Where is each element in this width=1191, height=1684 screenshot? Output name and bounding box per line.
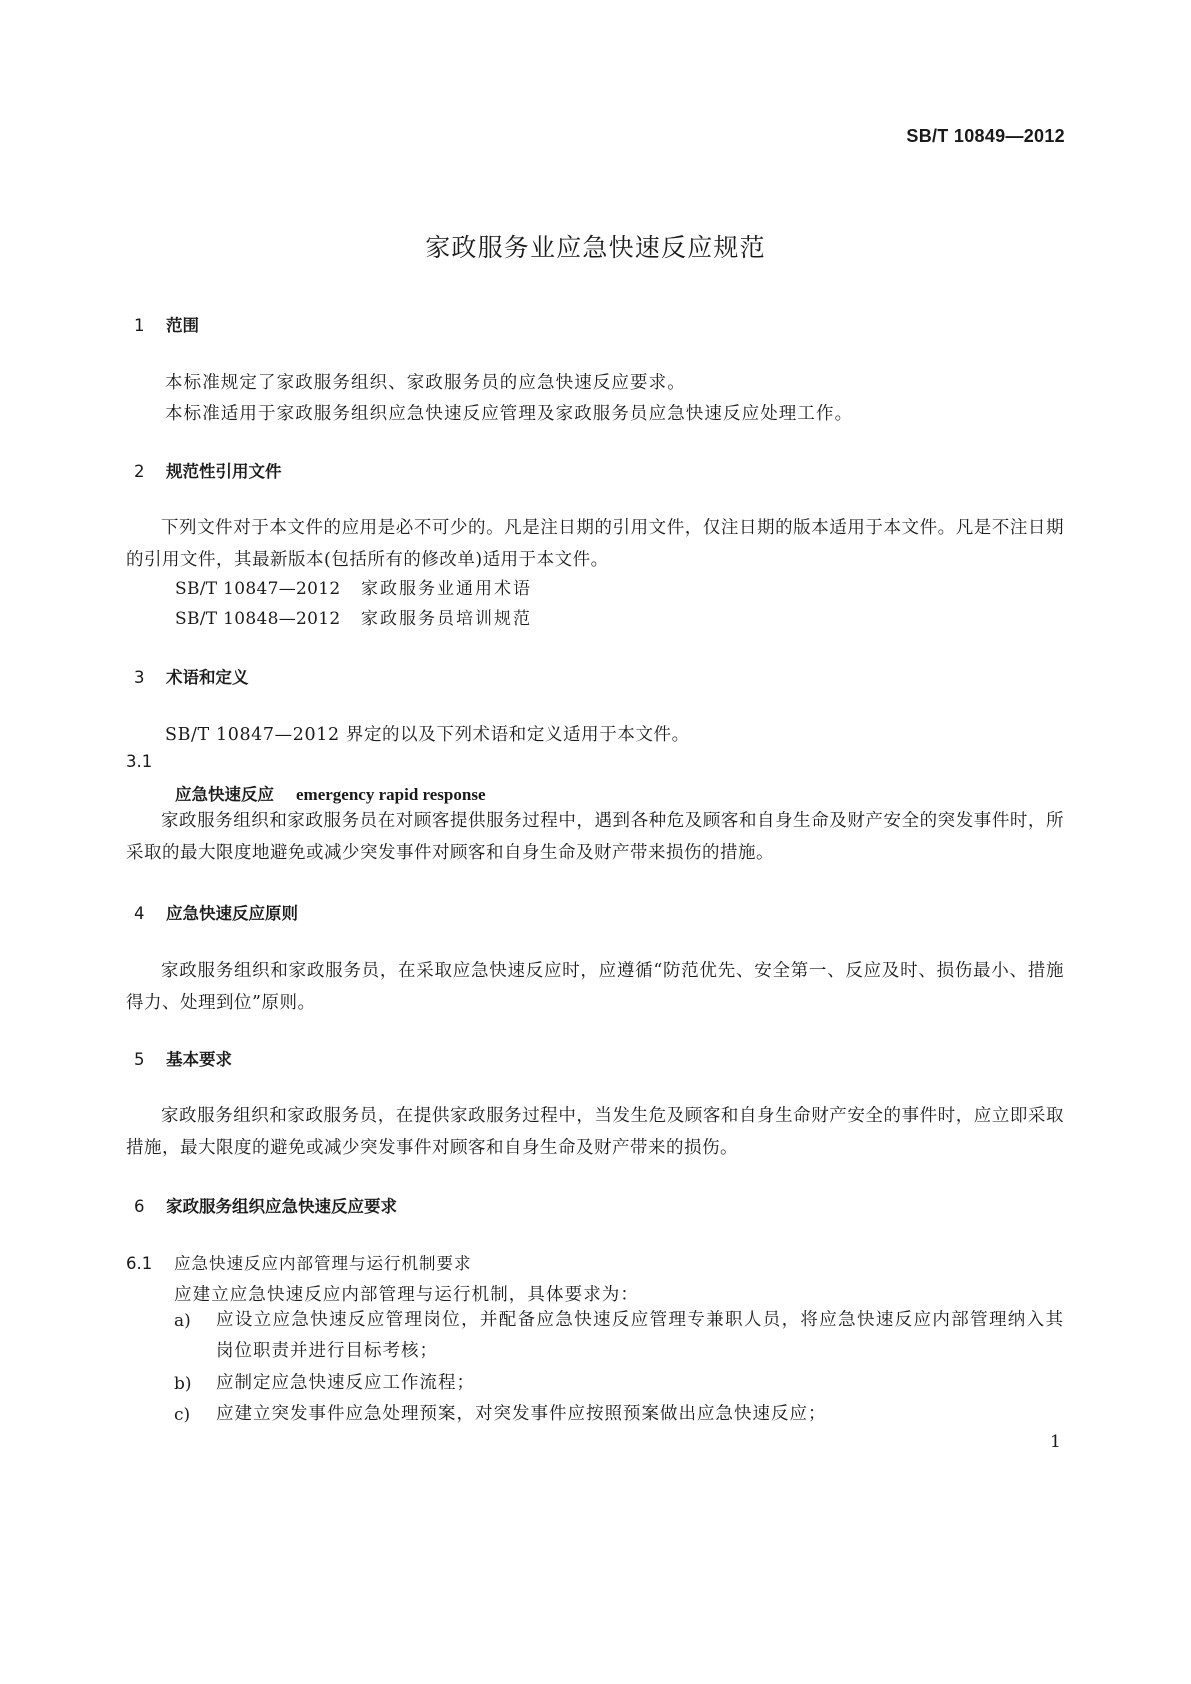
subsection-number: 3.1 bbox=[126, 752, 153, 771]
term-english: emergency rapid response bbox=[296, 785, 486, 804]
subsection-number: 6.1 bbox=[126, 1254, 153, 1273]
list-label: a) bbox=[174, 1311, 191, 1331]
paragraph: 家政服务组织和家政服务员，在提供家政服务过程中，当发生危及顾客和自身生命财产安全的事件时，应立即采取措施，最大限度的避免或减少突发事件对顾客和自身生命及财产带来的损伤。 bbox=[126, 1106, 1064, 1158]
section-title: 术语和定义 bbox=[166, 668, 249, 687]
section-4-heading bbox=[134, 900, 298, 924]
term-definition: 家政服务组织和家政服务员在对顾客提供服务过程中，遇到各种危及顾客和自身生命及财产安全的突发事件时，所采取的最大限度地避免或减少突发事件对顾客和自身生命及财产带来损伤的措施。 bbox=[126, 811, 1064, 863]
paragraph: SB/T 10847—2012 界定的以及下列术语和定义适用于本文件。 bbox=[165, 725, 690, 745]
term-chinese: 应急快速反应 bbox=[175, 785, 274, 804]
list-item: 应制定应急快速反应工作流程； bbox=[216, 1373, 475, 1393]
paragraph: 本标准适用于家政服务组织应急快速反应管理及家政服务员应急快速反应处理工作。 bbox=[165, 404, 854, 424]
term-entry bbox=[175, 781, 486, 805]
section-3-heading bbox=[134, 664, 249, 688]
paragraph: 本标准规定了家政服务组织、家政服务员的应急快速反应要求。 bbox=[165, 373, 686, 393]
section-title: 基本要求 bbox=[166, 1050, 232, 1069]
subsection-6-1-heading bbox=[126, 1250, 472, 1274]
section-5-heading bbox=[134, 1046, 232, 1070]
section-title: 范围 bbox=[166, 316, 199, 335]
section-number: 3 bbox=[134, 668, 145, 687]
page-number: 1 bbox=[1050, 1432, 1061, 1452]
section-1-heading bbox=[134, 312, 199, 336]
document-title: 家政服务业应急快速反应规范 bbox=[425, 233, 766, 262]
reference-name: 家政服务员培训规范 bbox=[361, 609, 532, 629]
list-item: 应设立应急快速反应管理岗位，并配备应急快速反应管理专兼职人员，将应急快速反应内部管理纳入其岗位职责并进行目标考核； bbox=[216, 1310, 1064, 1361]
section-2-heading bbox=[134, 458, 282, 482]
reference-code: SB/T 10847—2012 bbox=[175, 579, 341, 599]
section-title: 应急快速反应原则 bbox=[166, 904, 298, 923]
section-number: 6 bbox=[134, 1197, 145, 1216]
section-number: 4 bbox=[134, 904, 145, 923]
list-label: b) bbox=[174, 1374, 192, 1394]
standard-code: SB/T 10849—2012 bbox=[906, 126, 1065, 146]
reference-item bbox=[175, 574, 532, 599]
paragraph: 下列文件对于本文件的应用是必不可少的。凡是注日期的引用文件，仅注日期的版本适用于本文件。凡是不注日期的引用文件，其最新版本(包括所有的修改单)适用于本文件。 bbox=[126, 518, 1064, 570]
section-number: 5 bbox=[134, 1050, 145, 1069]
reference-code: SB/T 10848—2012 bbox=[175, 609, 341, 629]
section-number: 1 bbox=[134, 316, 145, 335]
list-label: c) bbox=[174, 1405, 191, 1425]
section-number: 2 bbox=[134, 462, 145, 481]
section-title: 规范性引用文件 bbox=[166, 462, 282, 481]
subsection-title: 应急快速反应内部管理与运行机制要求 bbox=[174, 1254, 472, 1273]
paragraph: 家政服务组织和家政服务员，在采取应急快速反应时，应遵循“防范优先、安全第一、反应及时、损伤最小、措施得力、处理到位”原则。 bbox=[126, 961, 1064, 1013]
section-6-heading bbox=[134, 1193, 397, 1217]
paragraph: 应建立应急快速反应内部管理与运行机制，具体要求为： bbox=[174, 1285, 639, 1305]
reference-item bbox=[175, 604, 532, 629]
section-title: 家政服务组织应急快速反应要求 bbox=[166, 1197, 397, 1216]
reference-name: 家政服务业通用术语 bbox=[361, 579, 532, 599]
list-item: 应建立突发事件应急处理预案，对突发事件应按照预案做出应急快速反应； bbox=[216, 1404, 827, 1424]
